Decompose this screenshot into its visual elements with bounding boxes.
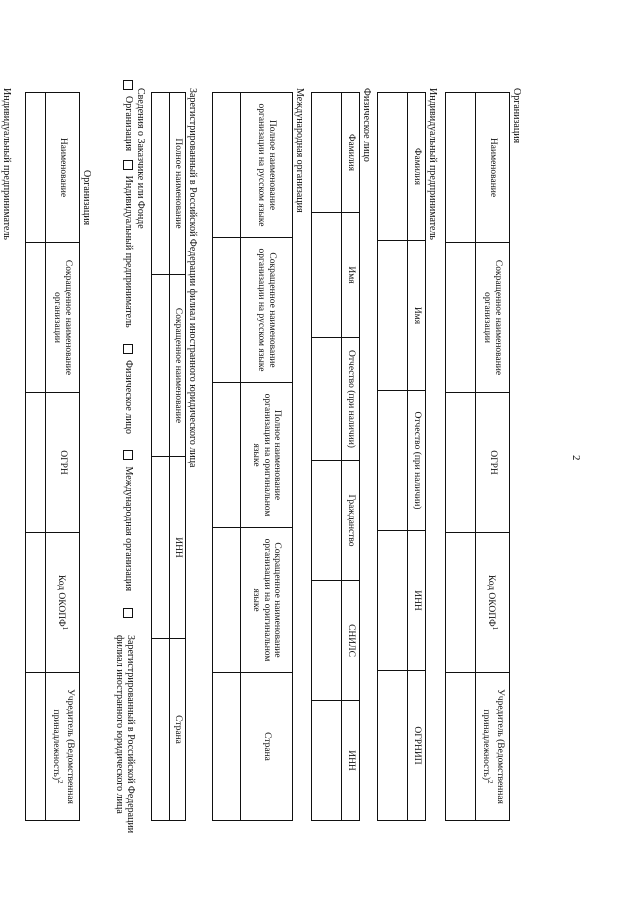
input-cell[interactable] xyxy=(312,581,342,701)
footnote-mark: 2 xyxy=(55,780,64,784)
header-cell: Код ОКОПФ$^1$ xyxy=(46,533,80,673)
checkbox-intl[interactable] xyxy=(123,450,133,460)
input-cell[interactable] xyxy=(378,93,408,241)
header-row xyxy=(342,93,360,821)
checkbox-branch-label: Зарегистрированный в Российской Федерации филиал иностранного юридического лица xyxy=(114,635,136,834)
header-cell: Имя xyxy=(342,213,360,338)
customer-ip-title: Индивидуальный предприниматель xyxy=(1,88,12,240)
header-cell: Фамилия xyxy=(408,93,426,241)
input-cell[interactable] xyxy=(312,213,342,338)
input-cell[interactable] xyxy=(312,461,342,581)
input-cell[interactable] xyxy=(213,93,241,238)
input-cell[interactable] xyxy=(213,238,241,383)
input-cell[interactable] xyxy=(26,673,46,821)
header-cell: Страна xyxy=(170,639,186,821)
input-cell[interactable] xyxy=(152,639,170,821)
customer-org-title: Организация xyxy=(81,170,92,226)
input-cell[interactable] xyxy=(152,93,170,275)
header-cell: Сокращенное наименование организации на русском языке xyxy=(241,238,293,383)
header-cell: Имя xyxy=(408,241,426,391)
input-cell[interactable] xyxy=(152,275,170,457)
header-cell: Наименование xyxy=(46,93,80,243)
header-cell: Учредитель (Ведомственная принадлежность)$^2$ xyxy=(46,673,80,821)
checkbox-label: Физическое лицо xyxy=(123,360,134,434)
section-title-branch: Зарегистрированный в Российской Федерации филиал иностранного юридического лица xyxy=(187,88,198,468)
header-cell: ОГРН xyxy=(476,393,510,533)
checkbox-organization[interactable] xyxy=(123,80,133,90)
customer-organization-table xyxy=(25,92,80,821)
checkbox-branch[interactable] xyxy=(123,608,133,618)
input-cell[interactable] xyxy=(378,391,408,531)
header-cell: Полное наименование xyxy=(170,93,186,275)
header-cell: Сокращенное наименование организации xyxy=(46,243,80,393)
input-cell[interactable] xyxy=(312,338,342,461)
header-cell: ОГРН xyxy=(46,393,80,533)
empty-row xyxy=(213,93,241,821)
page-number: 2 xyxy=(570,455,582,461)
input-cell[interactable] xyxy=(26,93,46,243)
header-cell: СНИЛС xyxy=(342,581,360,701)
checkbox-person[interactable] xyxy=(123,344,133,354)
input-cell[interactable] xyxy=(446,243,476,393)
header-cell: ИНН xyxy=(342,701,360,821)
empty-row xyxy=(312,93,342,821)
customer-section-title: Сведения о Заказчике или Фонде xyxy=(135,88,146,229)
header-row xyxy=(408,93,426,821)
founder-person-table xyxy=(311,92,360,821)
input-cell[interactable] xyxy=(26,243,46,393)
header-row xyxy=(46,93,80,821)
header-row xyxy=(476,93,510,821)
checkbox-ip[interactable] xyxy=(123,160,133,170)
header-cell: ИНН xyxy=(408,531,426,671)
empty-row xyxy=(152,93,170,821)
input-cell[interactable] xyxy=(213,383,241,528)
header-cell: Фамилия xyxy=(342,93,360,213)
empty-row xyxy=(446,93,476,821)
founder-branch-table xyxy=(151,92,186,821)
header-cell: Полное наименование организации на оригинальном языке xyxy=(241,383,293,528)
input-cell[interactable] xyxy=(26,533,46,673)
header-row xyxy=(170,93,186,821)
empty-row xyxy=(26,93,46,821)
input-cell[interactable] xyxy=(378,531,408,671)
header-cell: Учредитель (Ведомственная принадлежность)$^2$ xyxy=(476,673,510,821)
header-cell: Сокращенное наименование xyxy=(170,275,186,457)
header-cell: Сокращенное наименование организации xyxy=(476,243,510,393)
founder-organization-table xyxy=(445,92,510,821)
input-cell[interactable] xyxy=(26,393,46,533)
header-cell: Наименование xyxy=(476,93,510,243)
header-cell: Код ОКОПФ$^1$ xyxy=(476,533,510,673)
header-cell: Полное наименование организации на русском языке xyxy=(241,93,293,238)
section-title-intl: Международная организация xyxy=(294,88,305,213)
header-cell: Страна xyxy=(241,673,293,821)
input-cell[interactable] xyxy=(312,93,342,213)
section-title-person: Физическое лицо xyxy=(361,88,372,162)
empty-row xyxy=(378,93,408,821)
input-cell[interactable] xyxy=(378,671,408,821)
input-cell[interactable] xyxy=(378,241,408,391)
footnote-mark: 1 xyxy=(60,626,69,631)
checkbox-label: Организация xyxy=(123,96,134,152)
checkbox-label: Международная организация xyxy=(123,466,134,592)
header-cell: Сокращенное наименование организации на оригинальном языке xyxy=(241,528,293,673)
header-cell: Гражданство xyxy=(342,461,360,581)
checkbox-label: Индивидуальный предприниматель xyxy=(123,175,134,328)
header-cell: ОГРНИП xyxy=(408,671,426,821)
header-row xyxy=(241,93,293,821)
input-cell[interactable] xyxy=(446,533,476,673)
footnote-mark: 2 xyxy=(485,780,494,784)
input-cell[interactable] xyxy=(446,393,476,533)
input-cell[interactable] xyxy=(312,701,342,821)
header-cell: ИНН xyxy=(170,457,186,639)
input-cell[interactable] xyxy=(213,528,241,673)
customer-type-options xyxy=(122,74,134,624)
section-title-ip: Индивидуальный предприниматель xyxy=(427,88,438,240)
founder-intl-table xyxy=(212,92,293,821)
input-cell[interactable] xyxy=(213,673,241,821)
header-cell: Отчество (при наличии) xyxy=(342,338,360,461)
input-cell[interactable] xyxy=(446,93,476,243)
founder-ip-table xyxy=(377,92,426,821)
input-cell[interactable] xyxy=(446,673,476,821)
header-cell: Отчество (при наличии) xyxy=(408,391,426,531)
section-title-organization: Организация xyxy=(511,88,522,144)
footnote-mark: 1 xyxy=(490,626,499,631)
input-cell[interactable] xyxy=(152,457,170,639)
